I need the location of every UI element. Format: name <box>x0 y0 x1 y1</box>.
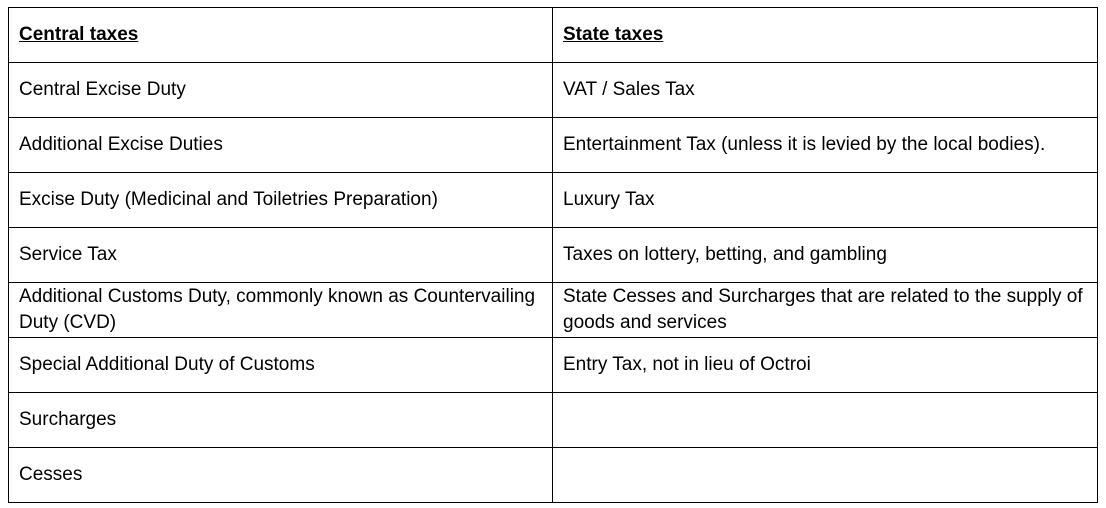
table-row <box>9 173 1098 228</box>
central-tax-cell: Central Excise Duty <box>9 63 553 118</box>
central-tax-cell: Additional Excise Duties <box>9 118 553 173</box>
column-header-state <box>553 8 1098 63</box>
state-tax-cell: VAT / Sales Tax <box>553 63 1098 118</box>
tax-comparison-table <box>8 7 1098 503</box>
state-taxes-heading: State taxes <box>563 24 664 45</box>
table-row <box>9 228 1098 283</box>
state-tax-cell: Entertainment Tax (unless it is levied by the local bodies). <box>553 118 1098 173</box>
state-tax-cell: Luxury Tax <box>553 173 1098 228</box>
central-tax-cell: Special Additional Duty of Customs <box>9 338 553 393</box>
table-row <box>9 448 1098 503</box>
table-row <box>9 118 1098 173</box>
state-tax-cell <box>553 393 1098 448</box>
state-tax-cell <box>553 448 1098 503</box>
state-tax-cell: Taxes on lottery, betting, and gambling <box>553 228 1098 283</box>
table-row <box>9 63 1098 118</box>
state-tax-cell: Entry Tax, not in lieu of Octroi <box>553 338 1098 393</box>
central-tax-cell: Cesses <box>9 448 553 503</box>
state-tax-cell: State Cesses and Surcharges that are related to the supply of goods and services <box>553 283 1098 338</box>
central-tax-cell: Additional Customs Duty, commonly known as Countervailing Duty (CVD) <box>9 283 553 338</box>
central-taxes-heading: Central taxes <box>19 24 139 45</box>
table-row <box>9 283 1098 338</box>
central-tax-cell: Service Tax <box>9 228 553 283</box>
central-tax-cell: Excise Duty (Medicinal and Toiletries Preparation) <box>9 173 553 228</box>
table-row <box>9 393 1098 448</box>
column-header-central <box>9 8 553 63</box>
table-row <box>9 338 1098 393</box>
table-header-row <box>9 8 1098 63</box>
central-tax-cell: Surcharges <box>9 393 553 448</box>
